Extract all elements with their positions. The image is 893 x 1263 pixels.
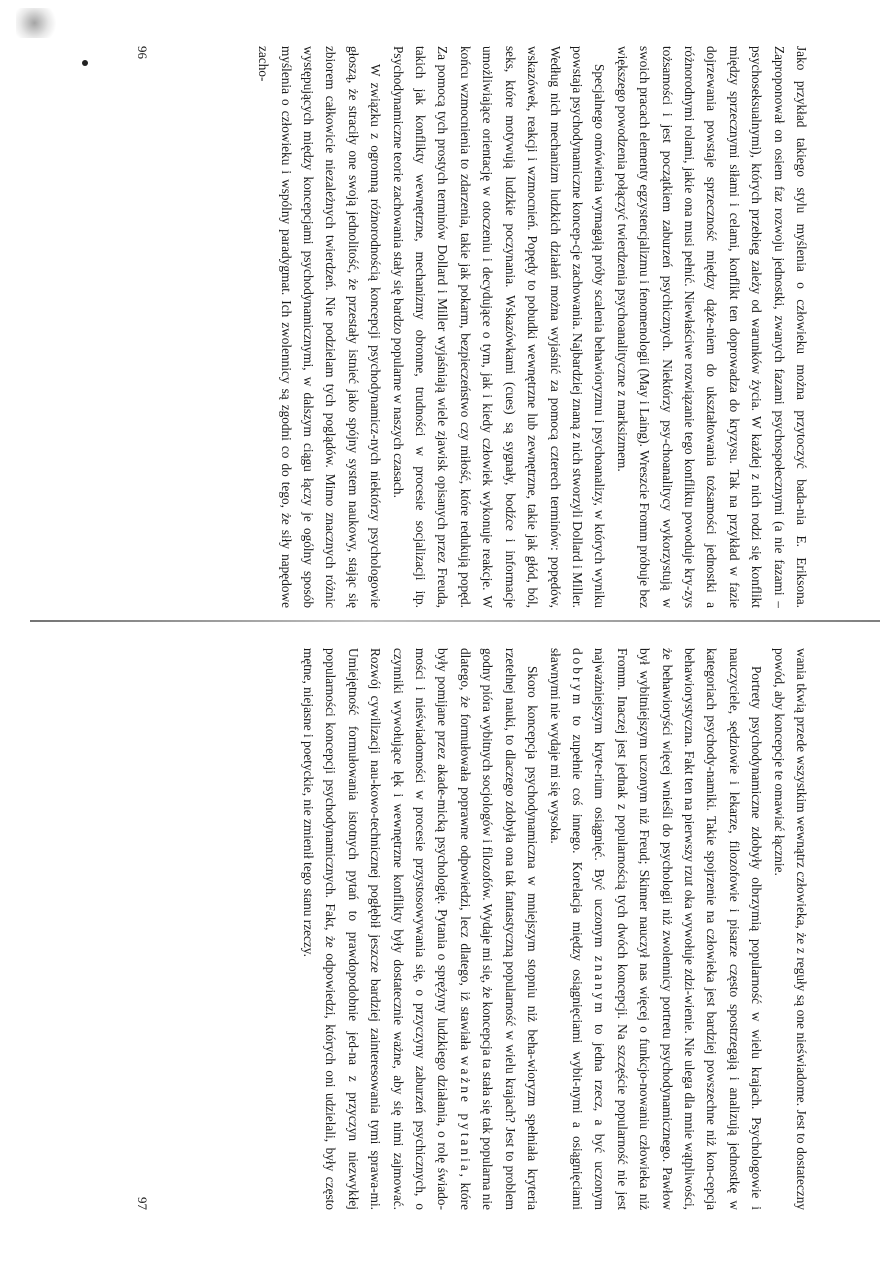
left-page	[101, 46, 812, 608]
margin-dot	[82, 60, 88, 66]
paragraph	[543, 648, 767, 1210]
right-page	[101, 648, 812, 1210]
paragraph: Specjalnego omówienia wymagają próby scalenia behawioryzmu i psychoanalizy, w których wyniku powstaja psychodynamiczne koncep-cje zachowania. Najbardziej znaną z nich stworzyli Dollard i Miller. Według nich mechanizm ludzkich działań można wyjaśnić za pomocą czterech terminów: popędów, wskazówek, reakcji i wzmocnień. Popędy to pobudki wewnętrzne lub zewnętrzne, takie jak głód, ból, seks, które motywują ludzkie poczynania. Wskazówkami (cues) są sygnały, bodźce i informacje umożliwiające orientację w otoczeniu i decydujące o tym, jak i kiedy człowiek wykonuje reakcje. W końcu wzmocnienia to zdarzenia, takie jak pokarm, bezpieczeństwo czy miłość, które redukują popęd. Za pomocą tych prostych terminów Dollard i Miller wyjaśniają wiele zjawisk opisanych przez Freuda, takich jak konflikty wewnętrzne, mechanizmy obronne, trudności w procesie socjalizacji itp. Psychodynamiczne teorie zachowania stały się bardzo popularne w naszych czasach.	[390, 46, 608, 608]
paragraph: Jako przykład takiego stylu myślenia o człowieku można przytoczyć bada-nia E. Eriksona. Zaproponował on osiem faz rozwoju jednostki, zwanych fazami psychospołecznymi (a nie fazami – psychoseksualnymi), których przebieg zależy od warunków życia. W każdej z nich rodzi się konflikt między sprzecznymi siłami i celami, konflikt ten doprowadza do kryzysu. Tak na przykład w fazie dojrzewania powstaje sprzeczność między dąże-niem do ukształtowania tożsamości jednostki a różnorodnymi rolami, jakie ona musi pełnić. Niewłaściwe rozwiązanie tego konfliktu powoduje kry-zys tożsamości i jest początkiem zaburzeń psychicznych. Niektórzy psy-choanalitycy wykorzystują w swoich pracach elementy egzystencjalizmu i fenomenologii (May i Laing). Wreszcie Fromm próbuje bez większego powodzenia połączyć twierdzenia psychoanalityczne z marksizmem.	[614, 46, 809, 608]
page-number: 97	[135, 1197, 150, 1210]
page-number: 96	[135, 46, 150, 59]
paragraph-text: , które były pomijane przez akade-micką psychologię. Pytania o sprężyny ludzkiego działania, o rolę świado-mości i nieświadomości w procesie przystosowywania się, o przyczyny zaburzeń psychicznych, o czynniki wywołujące lęk i wewnętrzne konflikty były dostatecznie ważne, aby się nimi zajmować. Rozwój cywilizacji nau-kowo-technicznej pogłębił jeszcze bardziej zainteresowania tymi sprawa-mi. Umiejętność formułowania istotnych pytań to prawdopodobnie jed-na z przyczyn niezwykłej popularności koncepcji psychodynamicznych. Fakt, że odpowiedzi, których oni udzielali, były często mętne, niejasne i poetyckie, nie zmienił tego stanu rzeczy.	[301, 648, 473, 1210]
scan-smudge	[16, 8, 62, 38]
spaced-emphasis: znanym	[592, 955, 608, 1016]
paragraph: W związku z ogromną różnorodnością koncepcji psychodynamicz-nych niektórzy psychologowie głoszą, że straciły one swoją jednolitość, że przestały istnieć jako spójny system naukowy, stając się zbiorem całkowicie niezależnych twierdzeń. Nie podzielam tych poglądów. Mimo znacznych różnic występujących między koncepcjami psychodynamicznymi, w dalszym ciągu łączy je ogólny sposób myślenia o człowieku i wspólny paradygmat. Ich zwolennicy są zgodni co do tego, że siły napędowe zacho-	[256, 46, 384, 608]
spaced-emphasis: ważne pytania	[457, 1055, 473, 1174]
paragraph: wania tkwią przede wszystkim wewnątrz człowieka, że z reguły są one nieświadome. Jest to dostateczny powód, aby koncepcje te omawiać łącznie.	[771, 648, 809, 1210]
right-page-text	[187, 648, 812, 1210]
spaced-emphasis: dobrym	[569, 648, 585, 708]
book-fold-line	[30, 620, 880, 622]
paragraph	[297, 648, 543, 1210]
paragraph-text: to jedna rzecz, a być uczonym	[592, 1024, 608, 1210]
paragraph-text: to zupełnie coś innego. Korelacja między osiągnięciami wybit-nymi a osiągnięciami sławnymi nie wydaje mi się wysoka.	[547, 648, 585, 1210]
paragraph-text: Skoro koncepcja psychodynamiczna w mniejszym stopniu niż beha-wioryzm spełniała kryteria rzetelnej nauki, to dlaczego zdobyła ona tak fantastyczną popularność w wielu krajach? Jest to problem godny pióra wybitnych socjologów i filozofów. Wydaje mi się, że koncepcja ta stała się tak popularna nie dlatego, że formułowała poprawne odpowiedzi, lecz dlatego, iż stawiała	[457, 648, 541, 1210]
paragraph-text: Portrety psychodynamiczne zdobyły olbrzymią popularność w wielu krajach. Psychologowie i nauczyciele, sędziowie i lekarze, filozofowie i pisarze często spostrzegają i analizują jednostkę w kategoriach psychody-namiki. Takie spojrzenie na człowieka jest bardziej powszechne niż kon-cepcja behawiorystyczna. Fakt ten na pierwszy rzut oka wywołuje zdzi-wienie. Nie ulega dla mnie wątpliwości, że behawioryści więcej wnieśli do psychologii niż zwolennicy portretu psychodynamicznego. Pawłow był wybitniejszym uczonym niż Freud; Skinner nauczył nas więcej o funkcjo-nowaniu człowieka niż Fromm. Inaczej jest jednak z popularnością tych dwóch koncepcji. Na szczęście popularność nie jest najważniejszym kryte-rium osiągnięć. Być uczonym	[592, 648, 765, 1210]
left-page-text	[187, 46, 812, 608]
